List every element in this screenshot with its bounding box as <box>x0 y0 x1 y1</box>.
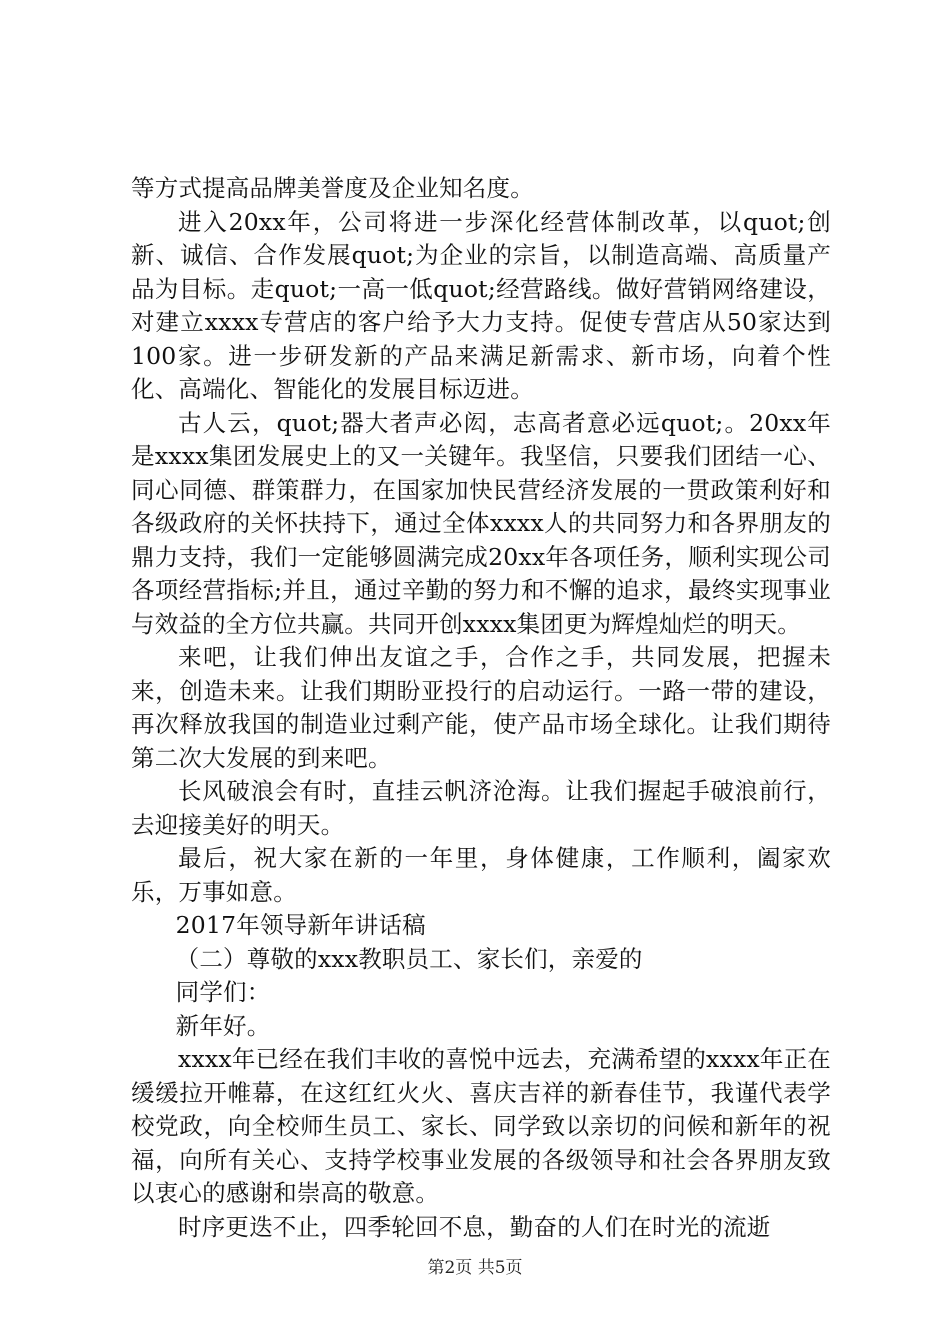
paragraph: 长风破浪会有时，直挂云帆济沧海。让我们握起手破浪前行，去迎接美好的明天。 <box>131 777 831 839</box>
paragraph: xxxx年已经在我们丰收的喜悦中远去，充满希望的xxxx年正在缓缓拉开帷幕，在这红红火火、喜庆吉祥的新春佳节，我谨代表学校党政，向全校师生员工、家长、同学致以亲切的问候和新年的祝福，向所有关心、支持学校事业发展的各级领导和社会各界朋友致以衷心的感谢和崇高的敬意。 <box>131 1045 831 1207</box>
document-body <box>131 172 831 1244</box>
paragraph: 古人云，quot;器大者声必闳，志高者意必远quot;。20xx年是xxxx集团发展史上的又一关键年。我坚信，只要我们团结一心、同心同德、群策群力，在国家加快民营经济发展的一贯政策利好和各级政府的关怀扶持下，通过全体xxxx人的共同努力和各界朋友的鼎力支持，我们一定能够圆满完成20xx年各项任务，顺利实现公司各项经营指标;并且，通过辛勤的努力和不懈的追求，最终实现事业与效益的全方位共赢。共同开创xxxx集团更为辉煌灿烂的明天。 <box>131 408 831 638</box>
paragraph: 时序更迭不止，四季轮回不息，勤奋的人们在时光的流逝 <box>178 1212 771 1241</box>
paragraph: 等方式提高品牌美誉度及企业知名度。 <box>131 174 534 202</box>
page-number-footer: 第2页 共5页 <box>427 1258 523 1278</box>
section-heading: 2017年领导新年讲话稿 <box>175 911 426 939</box>
paragraph: 新年好。 <box>175 1011 271 1040</box>
paragraph: （二）尊敬的xxx教职员工、家长们，亲爱的 <box>175 944 643 973</box>
paragraph: 最后，祝大家在新的一年里，身体健康，工作顺利，阖家欢乐，万事如意。 <box>131 844 831 906</box>
paragraph: 进入20xx年，公司将进一步深化经营体制改革，以quot;创新、诚信、合作发展quot;为企业的宗旨，以制造高端、高质量产品为目标。走quot;一高一低quot;经营路线。做好营销网络建设，对建立xxxx专营店的客户给予大力支持。促使专营店从50家达到100家。进一步研发新的产品来满足新需求、新市场，向着个性化、高端化、智能化的发展目标迈进。 <box>131 207 831 403</box>
paragraph: 同学们： <box>175 978 271 1006</box>
paragraph: 来吧，让我们伸出友谊之手，合作之手，共同发展，把握未来，创造未来。让我们期盼亚投行的启动运行。一路一带的建设，再次释放我国的制造业过剩产能，使产品市场全球化。让我们期待第二次大发展的到来吧。 <box>131 643 831 772</box>
